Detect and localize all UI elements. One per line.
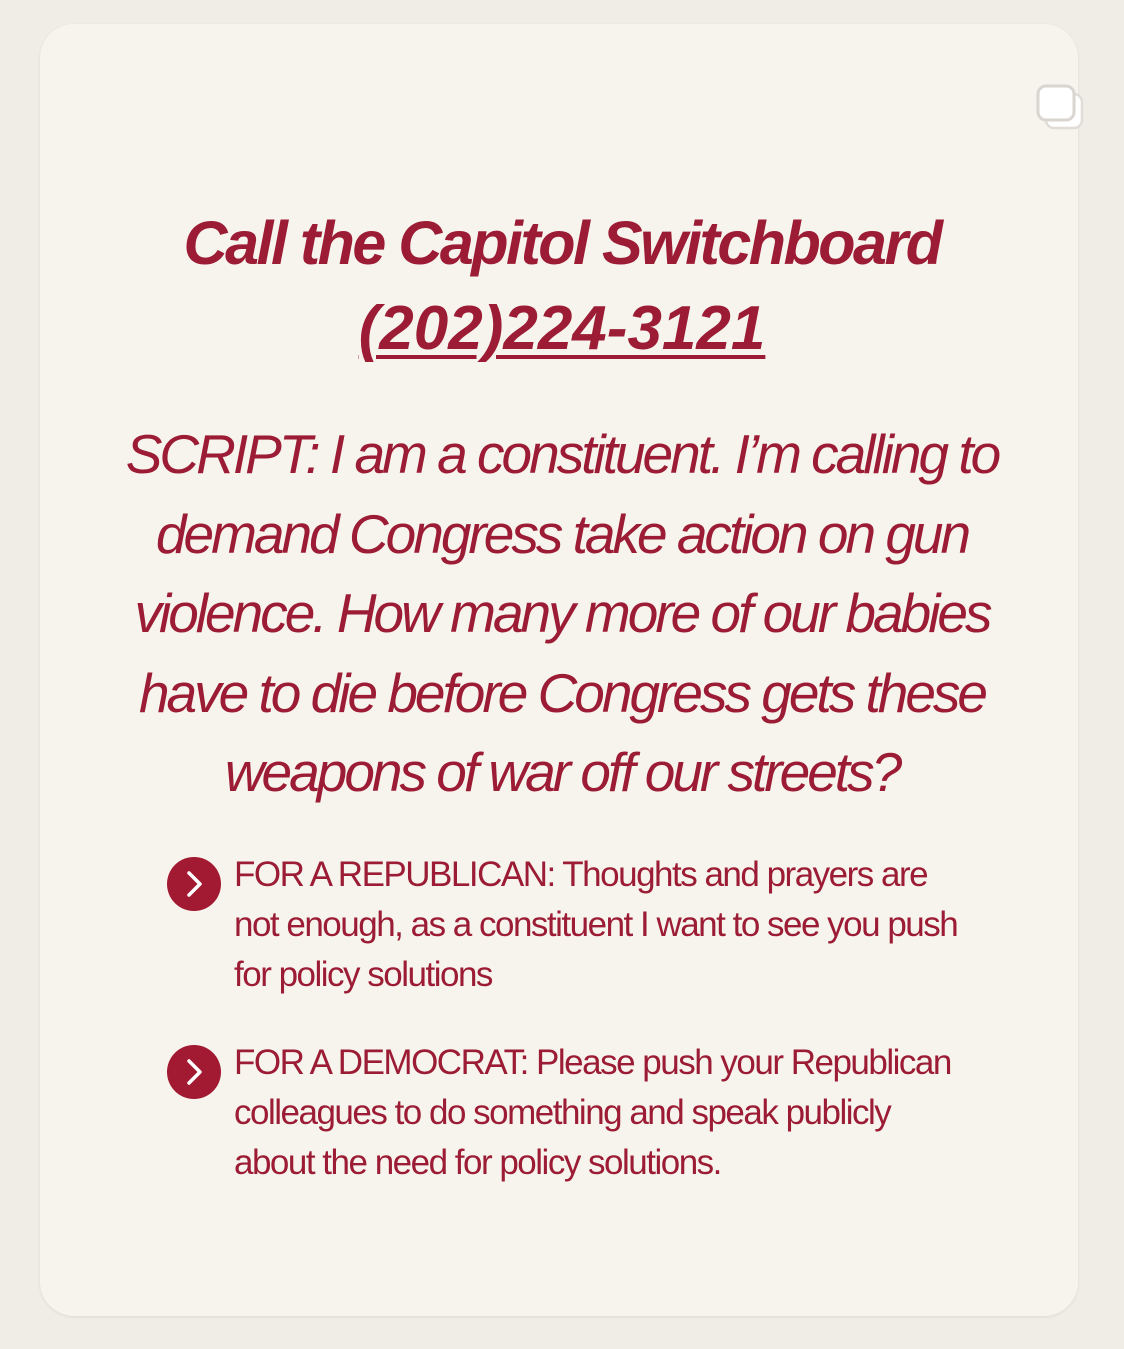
call-script: SCRIPT: I am a constituent. I’m calling to demand Congress take action on gun violence. How many more of our babies have to die before Congress gets these weapons of war off our streets? bbox=[125, 423, 999, 803]
phone-number-link[interactable]: (202)224-3121 bbox=[358, 294, 766, 363]
page-title: Call the Capitol Switchboard bbox=[183, 209, 941, 277]
democrat-script: FOR A DEMOCRAT: Please push your Republican colleagues to do something and speak publicly about the need for policy solutions. bbox=[234, 1043, 951, 1182]
multiple-images-icon bbox=[1033, 82, 1087, 132]
chevron-right-icon bbox=[166, 856, 222, 912]
chevron-right-icon bbox=[166, 1044, 222, 1100]
republican-script: FOR A REPUBLICAN: Thoughts and prayers are not enough, as a constituent I want to see you push for policy solutions bbox=[234, 855, 958, 994]
